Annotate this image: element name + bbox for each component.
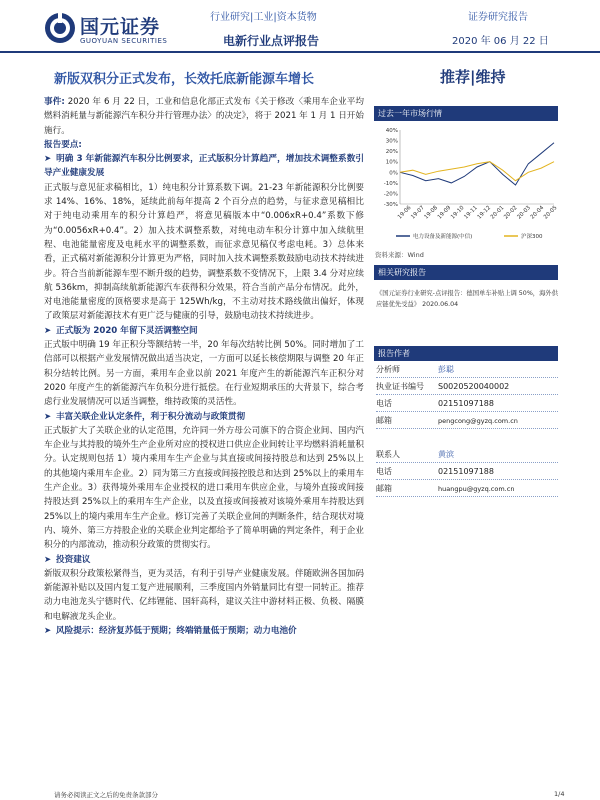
analyst-name: 彭聪 xyxy=(438,365,454,374)
contact-email-row: 邮箱 huangpu@gyzq.com.cn xyxy=(376,484,515,493)
bullet-arrow-icon: ➤ xyxy=(44,625,52,636)
x-tick-label: 20-01 xyxy=(489,204,506,221)
chart-source: 资料来源：Wind xyxy=(375,251,424,259)
y-tick-label: 40% xyxy=(385,128,398,134)
point-2-body: 正式版中明确 19 年正积分等额结转一半，20 年每次结转比例 50%。同时增加了工信部可以根据产业发展情况做出适当决定，一方面可以延长核偿期限与调整 20 年正积分结转比例。另一方面，乘用车企业以前 2021 年度产生的新能源汽车正积分对 2020 年度产生的新能源汽车负积分进行抵偿。在行业短期承压的大背景下，综合考虑行业发展情况可以适当调整，维持政策的灵活性。 xyxy=(44,340,364,408)
row-divider xyxy=(376,496,558,497)
bullet-arrow-icon: ➤ xyxy=(44,411,52,422)
logo-mark-icon xyxy=(44,12,76,44)
header-divider xyxy=(0,51,600,53)
contact-email[interactable]: huangpu@gyzq.com.cn xyxy=(438,485,515,493)
market-trend-bar: 过去一年市场行情 xyxy=(374,106,558,121)
cert-number: S0020520040002 xyxy=(438,382,510,391)
rating: 推荐|维持 xyxy=(440,68,506,86)
x-tick-label: 20-02 xyxy=(503,204,519,221)
row-divider xyxy=(376,394,558,395)
y-tick-label: -30% xyxy=(383,202,398,208)
point-5-heading: ➤ 风险提示：经济复苏低于预期；终端销量低于预期；动力电池价 xyxy=(44,624,364,638)
legend-label: 电力设备及新能源(中信) xyxy=(413,234,473,240)
contact-name: 黄滨 xyxy=(438,450,454,459)
logo-english: GUOYUAN SECURITIES xyxy=(80,37,168,45)
row-divider xyxy=(376,377,558,378)
x-tick-label: 19-09 xyxy=(436,204,453,221)
point-1-body: 正式版与意见征求稿相比，1）纯电积分计算系数下调。21-23 年新能源积分比例要求 14%、16%、18%，延续此前每年提高 2 个百分点的趋势，与征求意见稿相比对于纯电动乘用车的积分计算趋严，将意见稿版本中“0.006xR+0.4”系数下修为“0.0056xR+0.4”。2）加入技术调整系数，对纯电动车积分计算中加入续航里程、电池能量密度及电耗水平的调整系数，而征求意见稿仅考虑电耗。3）总体来看，正式稿对新能源积分计算更为严格，同时加入技术调整系数鼓励电动技术持续进步。符合当前新能源车型不断升级的趋势，调整系数不变情况下，上限 3.4 分对应续航 536km，抑制高续航新能源汽车获得积分效果，符合当前产品分布情况。此外，对电池能量密度的顶格要求是高于 125Wh/kg，不主动对技术路线做出偏好，体现了政策层对新能源技术有更广泛与健康的引导，鼓励电动技术持续进步。 xyxy=(44,182,364,322)
row-divider xyxy=(376,428,558,429)
y-tick-label: -20% xyxy=(383,191,398,198)
series-line-2 xyxy=(400,162,554,181)
bullet-arrow-icon: ➤ xyxy=(44,154,52,165)
x-tick-label: 19-12 xyxy=(476,204,493,221)
authors-bar: 报告作者 xyxy=(374,346,558,361)
report-category: 证券研究报告 xyxy=(468,12,528,23)
industry-tags: 行业研究|工业|资本货物 xyxy=(210,12,317,23)
company-logo xyxy=(44,10,184,56)
x-tick-label: 20-05 xyxy=(542,204,558,221)
event-paragraph xyxy=(44,95,364,138)
y-tick-label: 30% xyxy=(385,138,398,145)
market-trend-chart xyxy=(374,124,558,248)
x-tick-label: 19-08 xyxy=(423,204,440,221)
analyst-phone: 02151097188 xyxy=(438,399,494,408)
x-tick-label: 19-07 xyxy=(410,204,426,221)
related-research-bar: 相关研究报告 xyxy=(374,265,558,280)
page-number: 1/4 xyxy=(554,790,565,798)
bullet-arrow-icon: ➤ xyxy=(44,554,52,565)
point-2-heading: ➤ 正式版为 2020 年留下灵活调整空间 xyxy=(44,324,364,338)
row-divider xyxy=(376,462,558,463)
cert-row: 执业证书编号 S0020520040002 xyxy=(376,382,510,391)
report-title: 新版双积分正式发布，长效托底新能源车增长 xyxy=(54,72,315,87)
y-tick-label: 0% xyxy=(389,170,398,177)
contact-phone: 02151097188 xyxy=(438,467,494,476)
point-1-heading: ➤ 明确 3 年新能源汽车积分比例要求，正式版积分计算趋严，增加技术调整系数引导产业健康发展 xyxy=(44,154,364,179)
logo-chinese: 国元证券 xyxy=(80,16,161,38)
related-report-link[interactable]: 《国元证券行业研究-点评报告：德国单车补贴上调 50%，海外供应链优先受益》 2020.06.04 xyxy=(376,290,558,308)
main-content xyxy=(44,95,364,638)
event-text: 2020 年 6 月 22 日，工业和信息化部正式发布《关于修改〈乘用车企业平均燃料消耗量与新能源汽车积分并行管理办法〉的决定》，将于 2021 年 1 月 1 日开始施行。 xyxy=(44,97,365,136)
x-tick-label: 20-03 xyxy=(516,204,532,221)
bullet-arrow-icon: ➤ xyxy=(44,325,52,336)
email-row: 邮箱 pengcong@gyzq.com.cn xyxy=(376,416,518,425)
contact-phone-row: 电话 02151097188 xyxy=(376,467,494,476)
row-divider xyxy=(376,479,558,480)
x-tick-label: 19-10 xyxy=(450,204,466,221)
y-tick-label: 20% xyxy=(385,149,398,156)
y-tick-label: -10% xyxy=(383,180,398,187)
points-title: 报告要点: xyxy=(44,139,82,150)
x-tick-label: 20-04 xyxy=(529,204,546,221)
report-date: 2020 年 06 月 22 日 xyxy=(452,36,549,47)
disclaimer-note: 请务必阅读正文之后的免责条款部分 xyxy=(54,791,158,799)
phone-row: 电话 02151097188 xyxy=(376,399,494,408)
report-type: 电新行业点评报告 xyxy=(223,34,320,48)
y-tick-label: 10% xyxy=(385,159,398,166)
point-3-heading: ➤ 丰富关联企业认定条件，利于积分流动与政策贯彻 xyxy=(44,410,364,424)
point-4-heading: ➤ 投资建议 xyxy=(44,553,364,567)
point-3-body: 正式版扩大了关联企业的认定范围，允许同一外方母公司旗下的合资企业间、国内汽车企业与其持股的境外生产企业所对应的授权进口供应企业间转让平均燃料消耗量积分。认定规则包括 1）境内乘用车生产企业与其直接或间接持股总和达到 25%以上的其他境内乘用车企业。2）同为第三方直接或间接控股总和达到 25%以上的乘用车生产企业。3）获得境外乘用车企业授权的进口乘用车供应企业，与境外直接或间接持股达到 25%以上的乘用车生产企业，以及直接或间接被对该境外乘用车持股达到 25%以上的境内乘用车生产企业。修订完善了关联企业间的判断条件，结合现状对境内、境外、第三方持股企业的关联企业判定都给予了简单明确的判定条件，利于企业积分的内部流动，推动积分政策的贯彻实行。 xyxy=(44,425,364,551)
x-tick-label: 19-06 xyxy=(396,204,413,221)
point-4-body: 新版双积分政策松紧得当，更为灵活，有利于引导产业健康发展。伴随欧洲各国加码新能源补贴以及国内复工复产进展顺利，三季度国内外销量同比有望一同转正。推荐动力电池龙头宁德时代、亿纬锂能、国轩高科，建议关注中游材料正极、负极、隔膜和电解液龙头企业。 xyxy=(44,568,364,622)
row-divider xyxy=(376,411,558,412)
legend-label: 沪深300 xyxy=(521,234,543,240)
contact-row: 联系人 黄滨 xyxy=(376,450,454,459)
analyst-email[interactable]: pengcong@gyzq.com.cn xyxy=(438,417,518,425)
analyst-row: 分析师 彭聪 xyxy=(376,365,454,374)
x-tick-label: 19-11 xyxy=(463,204,479,221)
event-label: 事件: xyxy=(44,97,65,107)
